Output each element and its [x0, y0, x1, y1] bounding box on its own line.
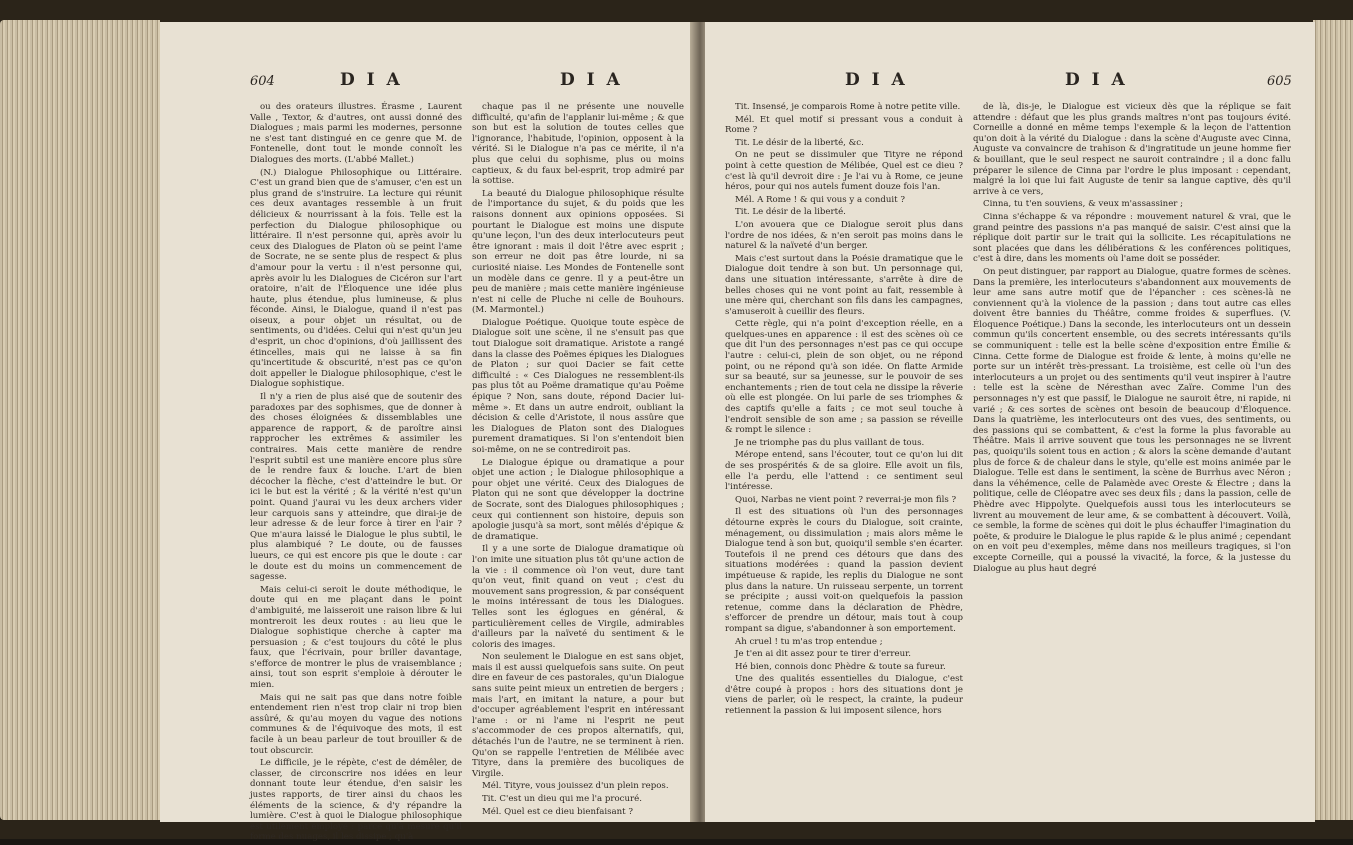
paragraph: Mél. Et quel motif si pressant vous a conduit à Rome ?	[725, 114, 963, 136]
paragraph: Non seulement le Dialogue en est sans objet, mais il est aussi quelquefois sans suite. On peut dire en faveur de ces pastorales, qu'un Dialogue sans suite peint mieux un entretien de bergers ; mais l'art, en imitant la nature, a pour but d'occuper agréablement l'esprit en intéressant l'ame : or ni l'ame ni l'esprit ne peut s'accommoder de ces propos alternatifs, qui, détachés l'un de l'autre, ne se terminent à rien. Qu'on se rappelle l'entretien de Mélibée avec Tityre, dans la première des bucoliques de Virgile.	[472, 652, 684, 779]
paragraph: Tit. Le désir de la liberté.	[735, 207, 846, 218]
paragraph: Le difficile, je le répète, c'est de démêler, de classer, de circonscrire nos idées en leur donnant toute leur étendue, d'en saisir les justes rapports, de tirer ainsi du chaos les éléments de la science, & d'y répandre la lumière. C'est à quoi le Dialogue philosophique est utilement employé : parce qu'à mesure qu'il forme des nuages, il les dissipe ; qu'à	[250, 758, 462, 843]
paragraph: Tit. Le désir de la liberté, &c.	[735, 137, 864, 148]
text-column-1	[725, 102, 963, 719]
paragraph: Cinna, tu t'en souviens, & veux m'assassiner ;	[983, 199, 1184, 210]
paragraph: (N.) Dialogue Philosophique ou Littéraire. C'est un grand bien que de s'amuser, c'en est un plus grand de s'instruire. La lecture qui réunit ces deux avantages ressemble à un fruit délicieux & nourrissant à la fois. Telle est la perfection du Dialogue philosophique ou littéraire. Il n'est personne qui, après avoir lu ceux des Dialogues de Platon où se peint l'ame de Socrate, ne se sente plus de respect & plus d'amour pour la vertu : il n'est personne qui, après avoir lu les Dialogues de Cicéron sur l'art oratoire, n'ait de l'Éloquence une idée plus haute, plus étendue, plus lumineuse, & plus féconde. Ainsi, le Dialogue, quand il n'est pas oiseux, a pour objet un résultat, ou de sentiments, ou d'idées. Celui qui n'est qu'un jeu d'esprit, un choc d'opinions, d'où jaillissent des étincelles, mais qui ne laisse à sa fin qu'incertitude & obscurité, n'est pas ce qu'on doit appeller le Dialogue philosophique, c'est le Dialogue sophistique.	[250, 167, 462, 390]
paragraph: Mais celui-ci seroit le doute méthodique, le doute qui en me plaçant dans le point d'ambiguité, me laisseroit une raison libre & lui montreroit les deux routes : au lieu que le Dialogue sophistique cherche à capter ma persuasion ; & c'est toujours du côté le plus faux, que l'écrivain, pour briller davantage, s'efforce de montrer le plus de vraisemblance ; ainsi, tout son esprit s'emploie à dérouter le mien.	[250, 584, 462, 691]
text-column-2	[472, 102, 684, 819]
paragraph: Je t'en ai dit assez pour te tirer d'erreur.	[735, 649, 911, 660]
paragraph: ou des orateurs illustres. Érasme , Laurent Valle , Textor, & d'autres, ont aussi donné des Dialogues ; mais parmi les modernes, personne ne s'est tant distingué en ce genre que M. de Fontenelle, dont tout le monde connoît les Dialogues des morts. (L'abbé Mallet.)	[250, 102, 462, 165]
paragraph: Le Dialogue épique ou dramatique a pour objet une action ; le Dialogue philosophique a pour objet une vérité. Ceux des Dialogues de Platon qui ne sont que développer la doctrine de Socrate, sont des Dialogues philosophiques ; ceux qui contiennent son histoire, depuis son apologie jusqu'à sa mort, sont mêlés d'épique & de dramatique.	[472, 457, 684, 542]
paragraph: Je ne triomphe pas du plus vaillant de tous.	[735, 437, 925, 448]
page-number: 605	[1267, 74, 1292, 89]
paragraph: Hé bien, connois donc Phèdre & toute sa fureur.	[735, 661, 946, 672]
paragraph: Ah cruel ! tu m'as trop entendue ;	[735, 636, 883, 647]
paragraph: de là, dis-je, le Dialogue est vicieux dès que la réplique se fait attendre : défaut que les plus grands maîtres n'ont pas toujours évité. Corneille a donné en même temps l'exemple & la leçon de l'attention qu'on doit à la vérité du Dialogue : dans la scène d'Auguste avec Cinna, Auguste va convaincre de trahison & d'ingratitude un jeune homme fier & bouillant, que le seul respect ne sauroit contraindre ; il a donc fallu préparer le silence de Cinna par l'ordre le plus imposant : cependant, malgré la loi que lui fait Auguste de tenir sa langue captive, dès qu'il arrive à ce vers,	[973, 102, 1291, 197]
paragraph: Dialogue Poétique. Quoique toute espèce de Dialogue soit une scène, il ne s'ensuit pas que tout Dialogue soit dramatique. Aristote a rangé dans la classe des Poëmes épiques les Dialogues de Platon ; sur quoi Dacier se fait cette difficulté : « Ces Dialogues ne ressemblent-ils pas plus tôt au Poëme dramatique qu'au Poëme épique ? Non, sans doute, répond Dacier lui-même ». Et dans un autre endroit, oubliant la décision & celle d'Aristote, il nous assûre que les Dialogues de Platon sont des Dialogues purement dramatiques. Si l'on s'entendoit bien soi-même, on ne se contrediroit pas.	[472, 317, 684, 455]
running-header: D I A	[1065, 70, 1128, 90]
paragraph: Mél. Tityre, vous jouissez d'un plein repos.	[482, 781, 669, 792]
paragraph: La beauté du Dialogue philosophique résulte de l'importance du sujet, & du poids que les raisons donnent aux opinions opposées. Si pourtant le Dialogue est moins une dispute qu'une leçon, l'un des deux interlocuteurs peut être ignorant : mais il doit l'être avec esprit ; son erreur ne doit pas être lourde, ni sa curiosité niaise. Les Mondes de Fontenelle sont un modèle dans ce genre. Il y a peut-être un peu de manière ; mais cette manière ingénieuse n'est ni celle de Pluche ni celle de Bouhours. (M. Marmontel.)	[472, 188, 684, 316]
paragraph: Mél. A Rome ! & qui vous y a conduit ?	[735, 194, 905, 205]
paragraph: On ne peut se dissimuler que Tityre ne répond point à cette question de Mélibée, Quel est ce dieu ? c'est là qu'il devroit dire : Je l'ai vu à Rome, ce jeune héros, pour qui nos autels fument douze fois l'an.	[725, 150, 963, 193]
paragraph: Mél. Quel est ce dieu bienfaisant ?	[482, 806, 633, 817]
paragraph: Mérope entend, sans l'écouter, tout ce qu'on lui dit de ses prospérités & de sa gloire. Elle avoit un fils, elle l'a perdu, elle l'attend : ce sentiment seul l'intéresse.	[725, 450, 963, 493]
text-column-1	[250, 102, 462, 845]
page-number: 604	[250, 74, 275, 89]
paragraph: Quoi, Narbas ne vient point ? reverrai-je mon fils ?	[735, 494, 957, 505]
text-column-2	[973, 102, 1291, 576]
right-page	[705, 22, 1315, 822]
paragraph: L'on avouera que ce Dialogue seroit plus dans l'ordre de nos idées, & n'en seroit pas moins dans le naturel & la naïveté d'un berger.	[725, 219, 963, 252]
paragraph: On peut distinguer, par rapport au Dialogue, quatre formes de scènes. Dans la première, les interlocuteurs s'abandonnent aux mouvements de leur ame sans autre motif que de l'épancher : ces scènes-là ne conviennent qu'à la violence de la passion ; dans tout autre cas elles doivent être bannies du Théâtre, comme froides & superflues. (V. Éloquence Poétique.) Dans la seconde, les interlocuteurs ont un dessein commun qu'ils concertent ensemble, ou des secrets intéressants qu'ils se communiquent : telle est la belle scène d'exposition entre Émilie & Cinna. Cette forme de Dialogue est froide & lente, à moins qu'elle ne porte sur un intérêt très-pressant. La troisième, est celle où l'un des interlocuteurs a un projet ou des sentiments qu'il veut inspirer à l'autre : telle est la scène de Néresthan avec Zaïre. Comme l'un des personnages n'y est que passif, le Dialogue ne sauroit être, ni rapide, ni varié ; & ces sortes de scènes ont besoin de beaucoup d'Éloquence. Dans la quatrième, les interlocuteurs ont des vues, des sentiments, ou des passions qui se combattent, & c'est la forme la plus favorable au Théâtre. Mais il arrive souvent que tous les personnages ne se livrent pas, quoiqu'ils soient tous en action ; & alors la scène demande d'autant plus de force & de chaleur dans le style, qu'elle est moins animée par le Dialogue. Telle est dans le sentiment, la scène de Burrhus avec Néron ; dans la véhémence, celle de Palamède avec Oreste & Électre ; dans la politique, celle de Cléopatre avec ses deux fils ; dans la passion, celle de Phèdre avec Hippolyte. Quelquefois aussi tous les interlocuteurs se livrent au mouvement de leur ame, & se combattent à découvert. Voilà, ce semble, la forme de scènes qui doit le plus échauffer l'imagination du poëte, & produire le Dialogue le plus rapide & le plus animé ; cependant on en voit peu d'exemples, même dans nos meilleurs tragiques, si l'on excepte Corneille, qui a poussé la vivacité, la force, & la justesse du Dialogue au plus haut degré	[973, 266, 1291, 574]
running-header: D I A	[845, 70, 908, 90]
running-header: D I A	[560, 70, 623, 90]
paragraph: Mais c'est surtout dans la Poésie dramatique que le Dialogue doit tendre à son but. Un personnage qui, dans une situation intéressante, s'arrête à dire de belles choses qui ne vont point au fait, ressemble à une mère qui, cherchant son fils dans les campagnes, s'amuseroit à cueillir des fleurs.	[725, 253, 963, 317]
paragraph: chaque pas il ne présente une nouvelle difficulté, qu'afin de l'applanir lui-même ; & que son but est la solution de toutes celles que l'ignorance, l'habitude, l'opinion, opposent à la vérité. Si le Dialogue n'a pas ce mérite, il n'a plus que celui du sophisme, plus ou moins captieux, & du faux bel-esprit, trop admiré par la sottise.	[472, 102, 684, 187]
left-page	[160, 22, 695, 843]
paragraph: Mais qui ne sait pas que dans notre foible entendement rien n'est trop clair ni trop bien assûré, & qu'au moyen du vague des notions communes & de l'équivoque des mots, il est facile à un beau parleur de tout brouiller & de tout obscurcir.	[250, 692, 462, 756]
paragraph: Cinna s'échappe & va répondre : mouvement naturel & vrai, que le grand peintre des passions n'a pas manqué de saisir. C'est ainsi que la réplique doit partir sur le trait qui la sollicite. Les récapitulations ne sont placées que dans les délibérations & les conférences politiques, c'est à dire, dans les moments où l'ame doit se posséder.	[973, 211, 1291, 265]
paragraph: Il est des situations où l'un des personnages détourne exprès le cours du Dialogue, soit crainte, ménagement, ou dissimulation ; mais alors même le Dialogue tend à son but, quoiqu'il semble s'en écarter. Toutefois il ne prend ces détours que dans des situations modérées : quand la passion devient impétueuse & rapide, les replis du Dialogue ne sont plus dans la nature. Un ruisseau serpente, un torrent se précipite ; aussi voit-on quelquefois la passion retenue, comme dans la déclaration de Phèdre, s'efforcer de prendre un détour, mais tout à coup rompant sa digue, s'abandonner à son emportement.	[725, 507, 963, 634]
page-edges-left	[0, 20, 160, 820]
paragraph: Il n'y a rien de plus aisé que de soutenir des paradoxes par des sophismes, que de donner à des choses éloignées & dissemblables une apparence de rapport, & de paroître ainsi rapprocher les extrêmes & assimiler les contraires. Mais cette manière de rendre l'esprit subtil est une manière encore plus sûre de le rendre faux & louche. L'art de bien décocher la flèche, c'est d'atteindre le but. Or ici le but est la vérité ; & la vérité n'est qu'un point. Quand j'aurai vu les deux archers vider leur carquois sans y atteindre, que dirai-je de leur adresse & de leur force à tirer en l'air ? Que m'aura laissé le Dialogue le plus subtil, le plus alambiqué ? Le doute, ou de fausses lueurs, ce qui est encore pis que le doute : car le doute est du moins un commencement de sagesse.	[250, 392, 462, 583]
paragraph: Cette règle, qui n'a point d'exception réelle, en a quelques-unes en apparence : il est des scènes où ce que dit l'un des personnages n'est pas ce qui occupe l'autre : celui-ci, plein de son objet, ou ne répond point, ou ne répond qu'à son idée. On flatte Armide sur sa beauté, sur sa jeunesse, sur le pouvoir de ses enchantements ; rien de tout cela ne dissipe la rêverie où elle est plongée. On lui parle de ses triomphes & des captifs qu'elle a faits ; ce mot seul touche à l'endroit sensible de son ame ; sa passion se réveille & rompt le silence :	[725, 319, 963, 436]
paragraph: Tit. Insensé, je comparois Rome à notre petite ville.	[735, 102, 961, 112]
paragraph: Une des qualités essentielles du Dialogue, c'est d'être coupé à propos : hors des situations dont je viens de parler, où le respect, la crainte, la pudeur retiennent la passion & lui imposent silence, hors	[725, 674, 963, 717]
running-header: D I A	[340, 70, 403, 90]
page-edges-right	[1313, 20, 1353, 820]
paragraph: Tit. C'est un dieu qui me l'a procuré.	[482, 794, 642, 804]
paragraph: Il y a une sorte de Dialogue dramatique où l'on imite une situation plus tôt qu'une action de la vie : il commence où l'on veut, dure tant qu'on veut, finit quand on veut ; c'est du mouvement sans progression, & par conséquent le moins intéressant de tous les Dialogues. Telles sont les églogues en général, & particulièrement celles de Virgile, admirables d'ailleurs par la naïveté du sentiment & le coloris des images.	[472, 544, 684, 650]
